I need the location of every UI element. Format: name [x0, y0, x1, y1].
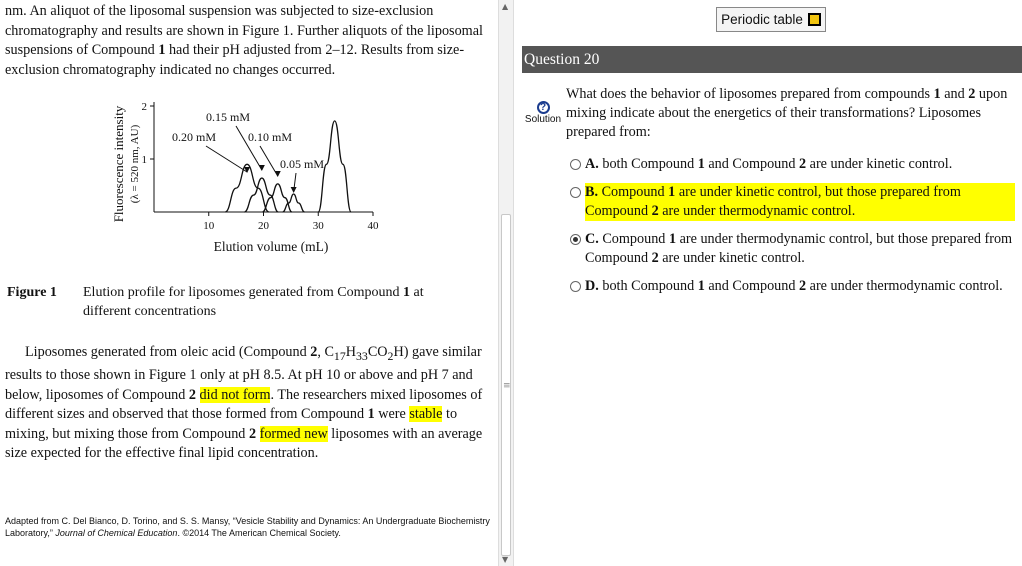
- annotation-label: 0.05 mM: [279, 157, 325, 171]
- source-credit: [5, 515, 495, 539]
- passage-paragraph-2: [5, 343, 485, 464]
- credit-text: Adapted from C. Del Bianco, D. Torino, and S. S. Mansy, “Vesicle Stability and Dynamics: An Undergraduate Biochemistry Laboratory,”: [5, 516, 490, 538]
- radio-d[interactable]: [570, 281, 581, 292]
- journal-name: Journal of Chemical Education: [55, 528, 178, 538]
- compound-number: 2: [651, 250, 659, 266]
- choice-d-text: [585, 277, 1015, 296]
- x-tick-label: 20: [258, 220, 269, 232]
- caption-text: at different concentrations: [83, 285, 424, 319]
- highlighted-text[interactable]: formed new: [259, 425, 328, 442]
- choice-letter: A.: [585, 156, 599, 172]
- passage-text: CO: [367, 344, 388, 360]
- choice-letter: D.: [585, 278, 599, 294]
- arrowhead-icon: [259, 165, 265, 171]
- radio-b[interactable]: [570, 187, 581, 198]
- x-tick-label: 40: [367, 220, 379, 232]
- passage-text: were: [374, 406, 410, 423]
- annotation-arrow: [206, 146, 247, 172]
- compound-number: 2: [799, 156, 807, 172]
- compound-number: 2: [248, 425, 257, 442]
- passage-text: to mixing, but mixing those from Compound: [5, 406, 458, 442]
- choice-b[interactable]: [568, 183, 1018, 223]
- choice-text: both Compound: [598, 156, 698, 172]
- question-header: Question 20: [522, 46, 1022, 73]
- arrowhead-icon: [275, 171, 281, 177]
- compound-number: 1: [697, 156, 705, 172]
- credit-text: . ©2014 The American Chemical Society.: [177, 528, 341, 538]
- periodic-table-icon: [808, 13, 821, 26]
- solution-label: Solution: [524, 114, 562, 125]
- compound-number: 1: [668, 231, 677, 247]
- passage-scrollbar[interactable]: [498, 0, 514, 566]
- compound-number: 2: [310, 344, 318, 360]
- compound-number: 1: [158, 42, 166, 58]
- choice-text: are under thermodynamic control.: [806, 278, 1003, 294]
- highlighted-text[interactable]: stable: [409, 406, 443, 423]
- passage-text: [196, 387, 200, 403]
- stem-text: upon mixing indicate about the energetics of their transformations? Liposomes prepared from:: [566, 86, 1008, 140]
- choice-c-text: [585, 230, 1015, 268]
- choice-text: Compound: [598, 184, 669, 200]
- annotation-label: 0.10 mM: [247, 130, 293, 144]
- compound-number: 2: [651, 203, 659, 219]
- question-stem: [566, 85, 1018, 142]
- annotation-label: 0.15 mM: [205, 110, 251, 124]
- grip-icon: ≡: [503, 381, 511, 391]
- compound-number: 1: [933, 86, 941, 102]
- scroll-thumb[interactable]: [501, 214, 511, 556]
- passage-text: liposomes with an average size expected for the effective final lipid concentration.: [5, 425, 483, 462]
- compound-number: 2: [188, 386, 196, 403]
- passage-text: . The researchers mixed liposomes of different sizes and observed that those formed from Compound: [5, 386, 483, 423]
- compound-number: 1: [403, 285, 410, 300]
- figure-label: Figure 1: [7, 285, 57, 300]
- stem-text: and: [940, 86, 969, 102]
- figure-caption-text: [83, 283, 473, 321]
- y-axis-sublabel: (λ = 520 nm, AU): [129, 124, 141, 204]
- compound-number: 1: [668, 184, 676, 200]
- choice-d[interactable]: [568, 277, 1018, 317]
- periodic-table-label: Periodic table: [721, 12, 803, 27]
- passage-text: H: [345, 344, 356, 360]
- passage-paragraph-1: [5, 2, 485, 80]
- subscript: 33: [355, 348, 368, 363]
- scroll-up-arrow-icon[interactable]: ▲: [502, 2, 509, 11]
- stem-text: What does the behavior of liposomes prepared from compounds: [566, 86, 934, 102]
- choice-a-text: [585, 155, 1015, 174]
- compound-number: 2: [799, 278, 807, 294]
- elution-profile-chart: [108, 94, 398, 260]
- choice-text: and Compound: [704, 278, 800, 294]
- annotation-label: 0.20 mM: [171, 130, 217, 144]
- x-tick-label: 10: [203, 220, 215, 232]
- choice-text: are under kinetic control.: [658, 250, 805, 266]
- choice-text: Compound: [598, 231, 669, 247]
- passage-text: nm. An aliquot of the liposomal suspension was subjected to size-exclusion chromatography and results are shown in Figure 1. Further aliquots of the liposomal suspensions of Compound: [5, 3, 483, 58]
- passage-text: , C: [317, 344, 334, 360]
- solution-button[interactable]: [523, 101, 563, 125]
- arrowhead-icon: [291, 187, 297, 193]
- passage-text: Liposomes generated from oleic acid (Compound: [25, 344, 311, 360]
- passage-text: had their pH adjusted from 2–12. Results from size-exclusion chromatography indicated no changes occurred.: [5, 42, 465, 78]
- radio-c[interactable]: [570, 234, 581, 245]
- choice-letter: C.: [585, 231, 599, 247]
- y-tick-label: 2: [141, 101, 147, 113]
- question-mark-icon: ?: [537, 101, 550, 114]
- radio-a[interactable]: [570, 159, 581, 170]
- scroll-down-arrow-icon[interactable]: ▼: [502, 555, 509, 564]
- periodic-table-button[interactable]: [716, 7, 826, 32]
- subscript: 17: [333, 348, 346, 363]
- choice-b-text: [585, 183, 1015, 221]
- x-tick-label: 30: [312, 220, 324, 232]
- compound-number: 1: [367, 406, 375, 423]
- passage-text: H) gave similar results to those shown in Figure 1 only at pH 8.5. At pH 10 or above and pH 7 and below, liposomes of Compound: [5, 344, 482, 403]
- highlighted-text[interactable]: did not form: [199, 386, 271, 403]
- choice-text: are under thermodynamic control, but those prepared from Compound: [585, 231, 1013, 266]
- subscript: 2: [387, 348, 394, 363]
- y-axis-label: Fluorescence intensity: [111, 105, 126, 223]
- choice-text: are under kinetic control.: [806, 156, 953, 172]
- series-line-3: [283, 194, 305, 212]
- caption-text: Elution profile for liposomes generated from Compound: [83, 285, 403, 300]
- choice-text: and Compound: [704, 156, 800, 172]
- choice-text: both Compound: [598, 278, 698, 294]
- x-axis-label: Elution volume (mL): [213, 239, 329, 254]
- passage-pane: [0, 0, 498, 566]
- question-pane: [516, 0, 1022, 566]
- compound-number: 1: [697, 278, 705, 294]
- choice-text: are under kinetic control, but those prepared from Compound: [585, 184, 961, 219]
- choice-c[interactable]: [568, 230, 1018, 270]
- choice-text: are under thermodynamic control.: [658, 203, 856, 219]
- choice-letter: B.: [585, 184, 599, 200]
- y-tick-label: 1: [141, 154, 147, 166]
- arrowhead-icon: [244, 167, 250, 173]
- compound-number: 2: [968, 86, 976, 102]
